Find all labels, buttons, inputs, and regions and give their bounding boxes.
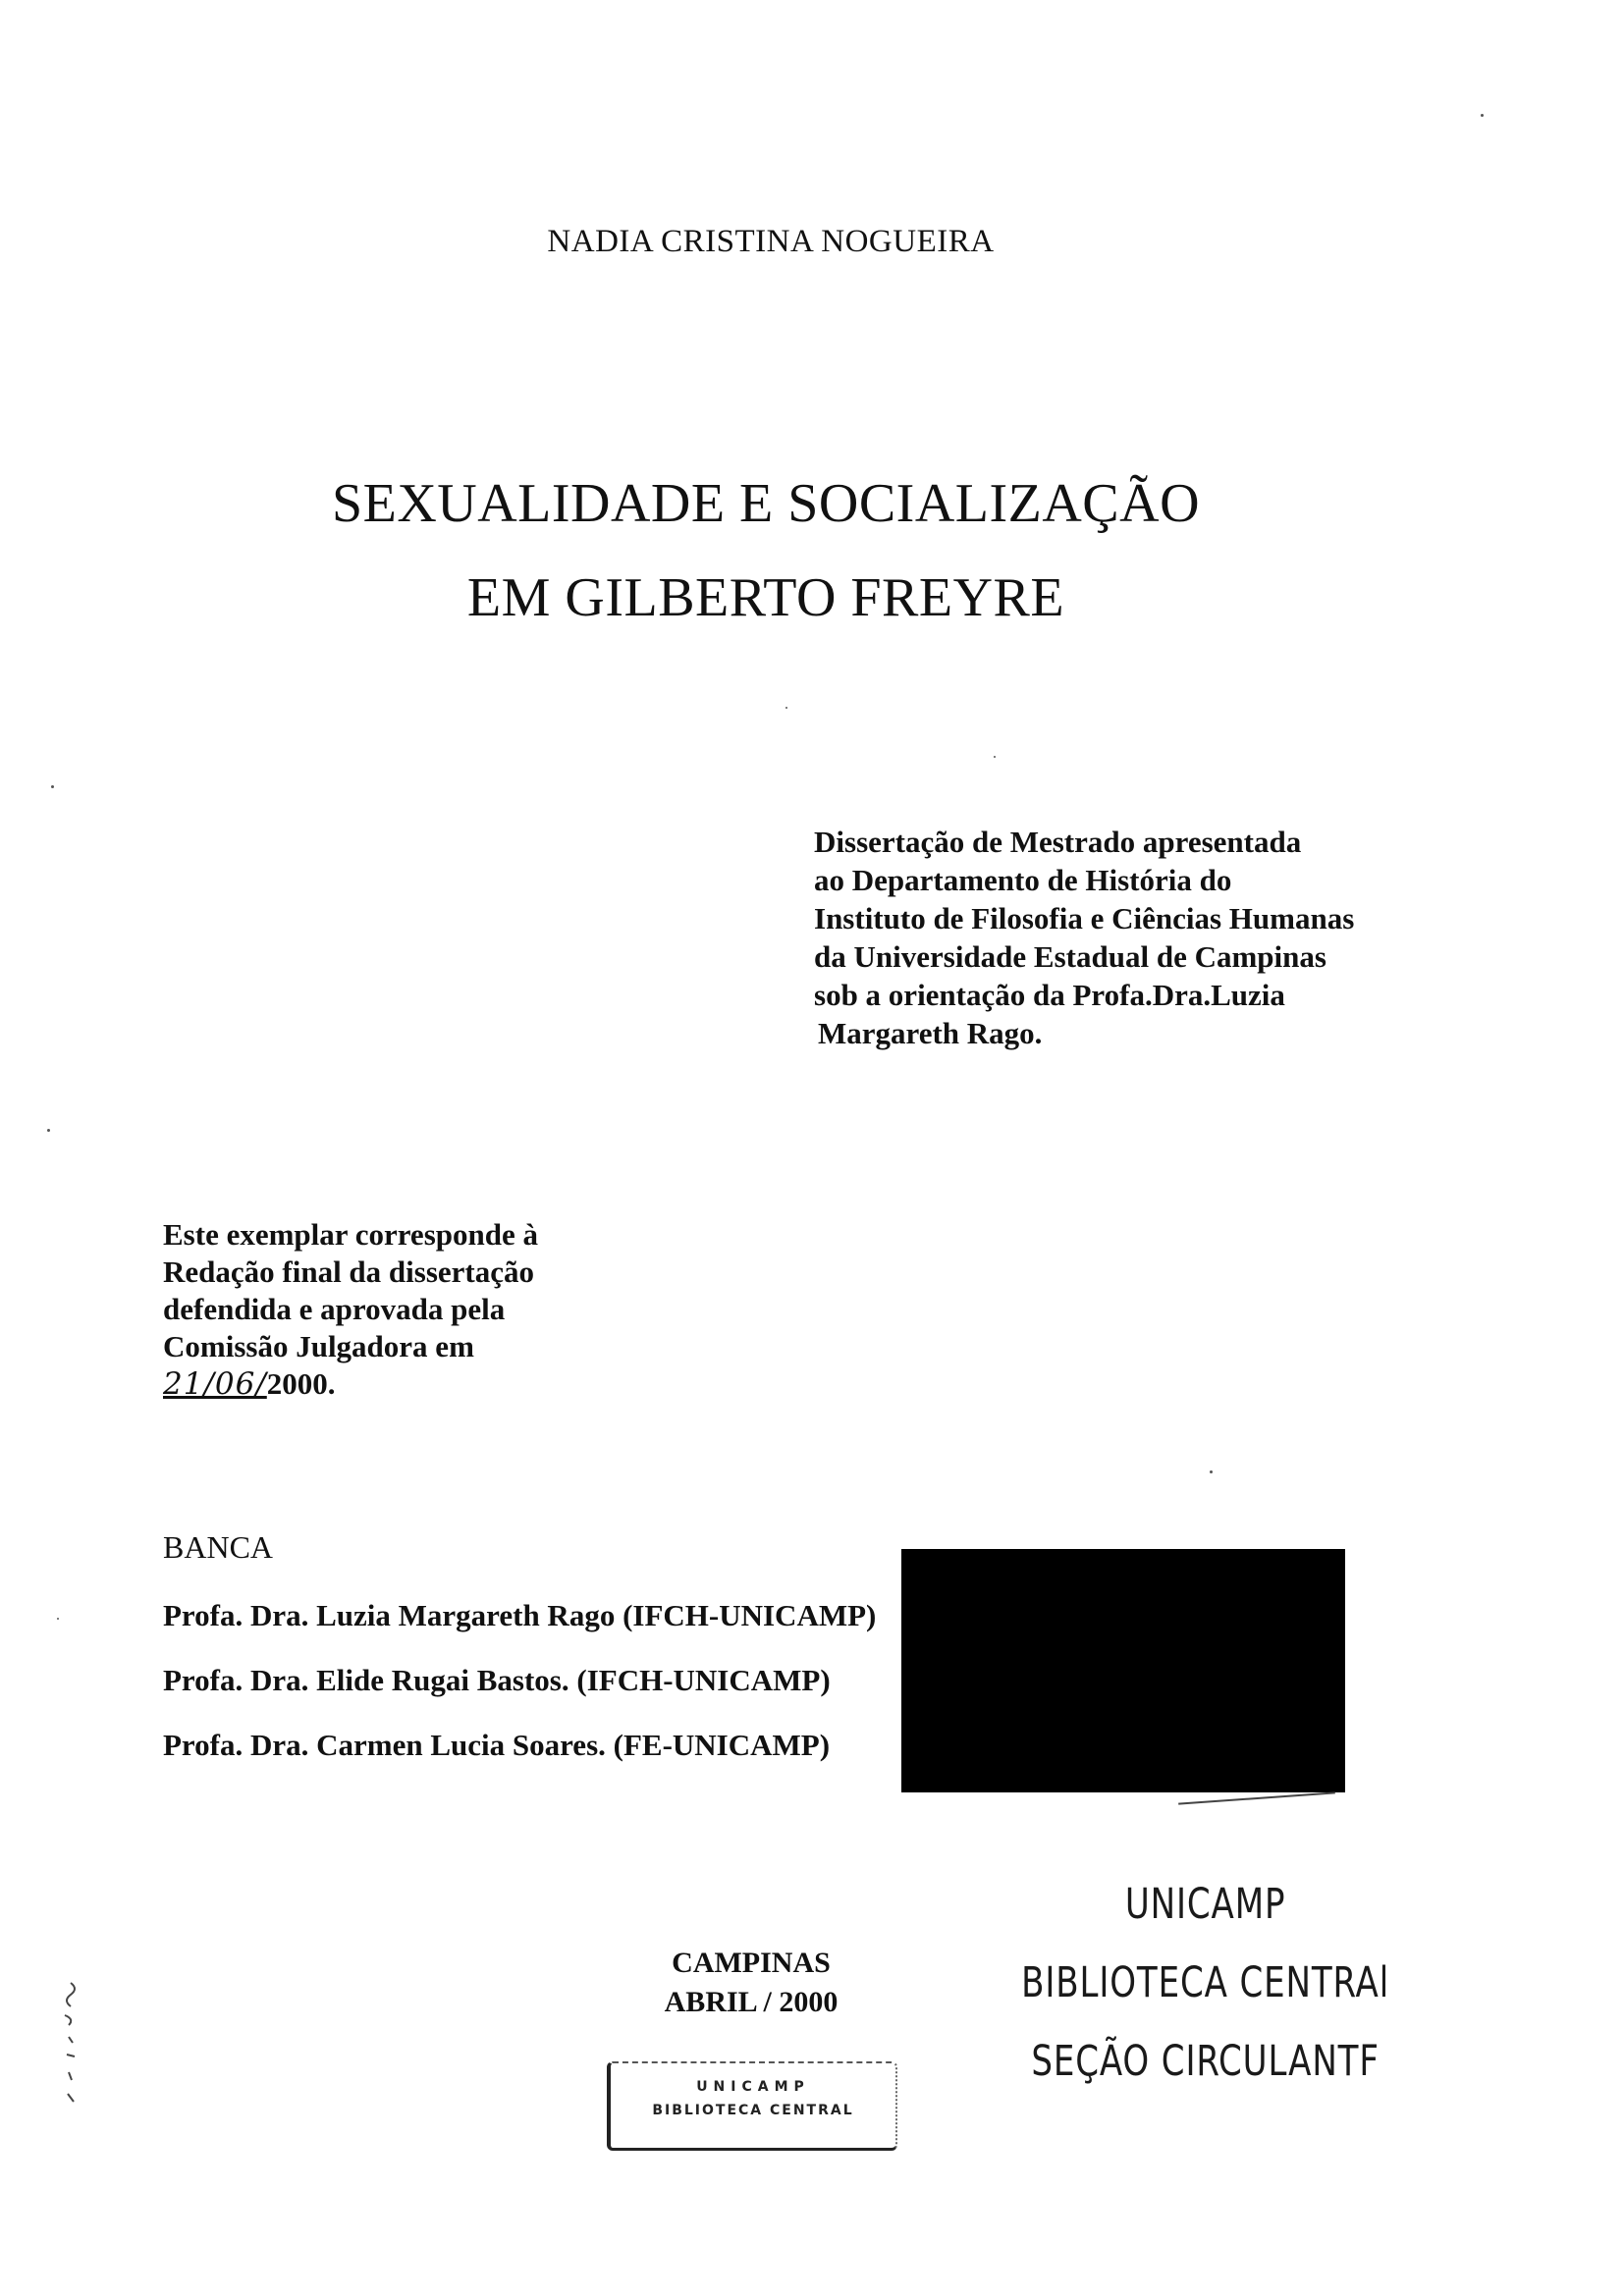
- library-stamp-line: BIBLIOTECA CENTRAl: [1021, 1958, 1390, 2007]
- small-library-stamp: [607, 2061, 897, 2151]
- scan-speck: [994, 756, 996, 758]
- description-line: da Universidade Estadual de Campinas: [814, 939, 1326, 974]
- margin-scribble: [69, 2072, 72, 2080]
- note-line: Redação final da dissertação: [163, 1255, 535, 1289]
- scan-speck: [1210, 1470, 1213, 1473]
- redaction-box: [901, 1549, 1345, 1792]
- city: CAMPINAS: [672, 1947, 831, 1979]
- library-stamp-line: UNICAMP: [1124, 1880, 1286, 1929]
- scan-speck: [57, 1618, 59, 1620]
- date: ABRIL / 2000: [664, 1986, 839, 2018]
- library-stamp-line: SEÇÃO CIRCULANTF: [1031, 2037, 1380, 2086]
- margin-scribble: [68, 2094, 74, 2102]
- banca-member: Profa. Dra. Elide Rugai Bastos. (IFCH-UNICAMP): [163, 1663, 831, 1697]
- approval-date: [163, 1365, 713, 1403]
- approval-year: 2000.: [266, 1366, 336, 1401]
- note-line: defendida e aprovada pela: [163, 1292, 506, 1326]
- place-and-date: [609, 1944, 893, 2022]
- banca-member: Profa. Dra. Carmen Lucia Soares. (FE-UNICAMP): [163, 1728, 831, 1762]
- small-stamp-line: BIBLIOTECA CENTRAL: [652, 2103, 854, 2118]
- pen-mark: [1178, 1791, 1335, 1804]
- small-stamp-line: UNICAMP: [696, 2079, 810, 2095]
- author-name: NADIA CRISTINA NOGUEIRA: [547, 224, 995, 259]
- dissertation-description: [814, 823, 1521, 1052]
- description-line: Margareth Rago.: [818, 1016, 1043, 1050]
- dissertation-title: [0, 456, 1532, 645]
- description-line: ao Departamento de História do: [814, 863, 1232, 897]
- description-line: Instituto de Filosofia e Ciências Humanas: [814, 901, 1355, 935]
- margin-handwriting: [51, 1978, 90, 2115]
- scan-speck: [51, 785, 54, 788]
- scan-speck: [47, 1129, 50, 1132]
- scan-speck: [785, 707, 787, 709]
- banca-heading: BANCA: [163, 1529, 274, 1565]
- margin-scribble: [67, 1983, 75, 2006]
- handwritten-date: 21/06/: [163, 1366, 267, 1402]
- note-line: Este exemplar corresponde à: [163, 1217, 538, 1252]
- margin-scribble: [67, 2055, 75, 2056]
- approval-note: [163, 1216, 713, 1403]
- note-line: Comissão Julgadora em: [163, 1329, 474, 1363]
- banca-member: Profa. Dra. Luzia Margareth Rago (IFCH-UNICAMP): [163, 1598, 877, 1632]
- margin-scribble: [69, 2037, 73, 2043]
- title-line-2: EM GILBERTO FREYRE: [466, 567, 1065, 628]
- margin-scribble: [65, 2015, 71, 2025]
- description-line: sob a orientação da Profa.Dra.Luzia: [814, 978, 1285, 1012]
- scan-speck: [1481, 114, 1484, 117]
- banca-members: [163, 1598, 909, 1792]
- title-line-1: SEXUALIDADE E SOCIALIZAÇÃO: [331, 473, 1201, 534]
- description-line: Dissertação de Mestrado apresentada: [814, 825, 1302, 859]
- library-stamp: [972, 1865, 1438, 2101]
